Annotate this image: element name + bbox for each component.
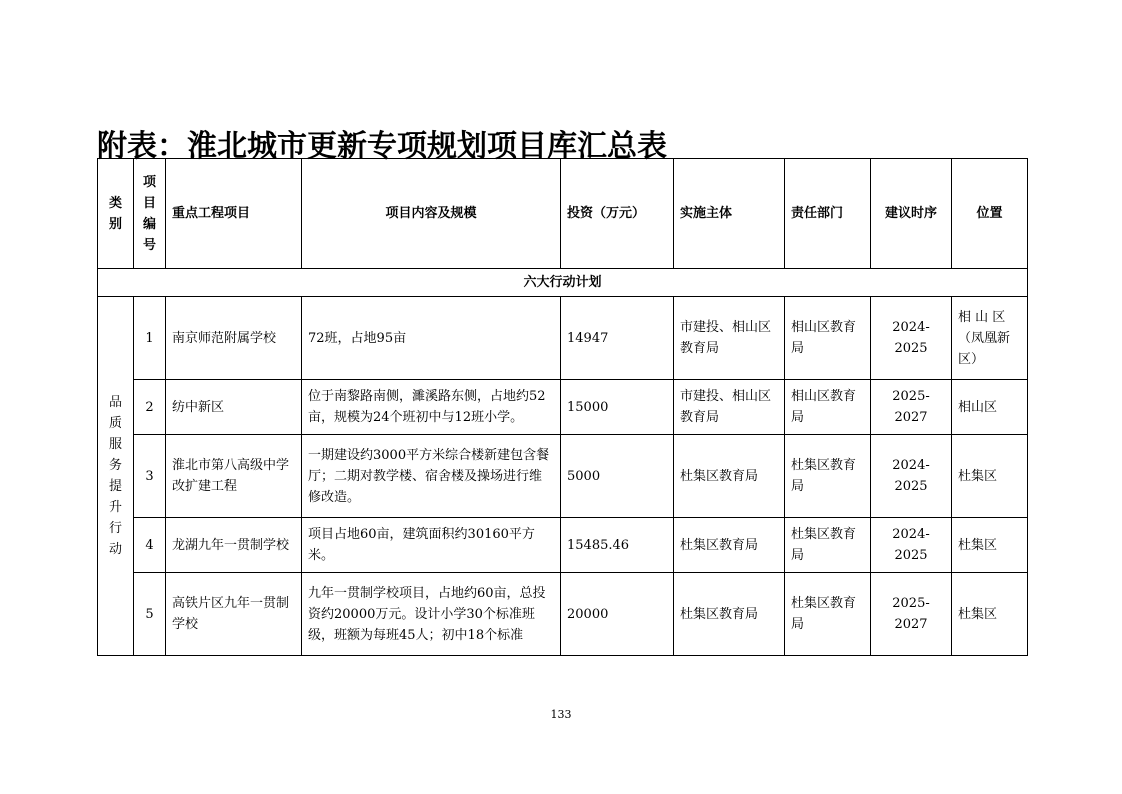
- header-department: 责任部门: [785, 159, 871, 269]
- row-timing: 2024-2025: [871, 518, 952, 573]
- row-implementer: 市建投、相山区教育局: [674, 380, 785, 435]
- category-cell: 品 质 服 务 提 升 行 动: [98, 297, 134, 656]
- row-project: 淮北市第八高级中学改扩建工程: [166, 435, 302, 518]
- row-project: 龙湖九年一贯制学校: [166, 518, 302, 573]
- row-number: 4: [134, 518, 166, 573]
- header-category: 类 别: [98, 159, 134, 269]
- header-implementer: 实施主体: [674, 159, 785, 269]
- row-timing: 2025-2027: [871, 380, 952, 435]
- row-location: 相 山 区 （凤凰新区）: [952, 297, 1028, 380]
- row-investment: 14947: [561, 297, 674, 380]
- table-header-row: [98, 159, 1028, 269]
- row-department: 杜集区教育局: [785, 435, 871, 518]
- table-row: [98, 297, 1028, 380]
- row-number: 1: [134, 297, 166, 380]
- row-implementer: 杜集区教育局: [674, 573, 785, 656]
- row-location: 杜集区: [952, 518, 1028, 573]
- row-investment: 15485.46: [561, 518, 674, 573]
- row-number: 2: [134, 380, 166, 435]
- row-department: 相山区教育局: [785, 380, 871, 435]
- page-title: 附表：淮北城市更新专项规划项目库汇总表: [97, 129, 667, 164]
- row-implementer: 杜集区教育局: [674, 518, 785, 573]
- row-content: 九年一贯制学校项目，占地约60亩，总投资约20000万元。设计小学30个标准班级，班额为每班45人；初中18个标准: [302, 573, 561, 656]
- row-content: 一期建设约3000平方米综合楼新建包含餐厅；二期对教学楼、宿舍楼及操场进行维修改造。: [302, 435, 561, 518]
- table-row: [98, 380, 1028, 435]
- header-investment: 投资（万元）: [561, 159, 674, 269]
- row-location: 相山区: [952, 380, 1028, 435]
- row-timing: 2024-2025: [871, 297, 952, 380]
- row-department: 杜集区教育局: [785, 518, 871, 573]
- row-content: 位于南黎路南侧，濉溪路东侧，占地约52亩，规模为24个班初中与12班小学。: [302, 380, 561, 435]
- row-project: 高铁片区九年一贯制学校: [166, 573, 302, 656]
- row-investment: 5000: [561, 435, 674, 518]
- table-row: [98, 435, 1028, 518]
- row-investment: 15000: [561, 380, 674, 435]
- header-project: 重点工程项目: [166, 159, 302, 269]
- table-row: [98, 573, 1028, 656]
- row-location: 杜集区: [952, 435, 1028, 518]
- row-number: 5: [134, 573, 166, 656]
- header-content: 项目内容及规模: [302, 159, 561, 269]
- row-department: 杜集区教育局: [785, 573, 871, 656]
- row-project: 南京师范附属学校: [166, 297, 302, 380]
- header-location: 位置: [952, 159, 1028, 269]
- row-investment: 20000: [561, 573, 674, 656]
- row-implementer: 杜集区教育局: [674, 435, 785, 518]
- header-timing: 建议时序: [871, 159, 952, 269]
- row-content: 项目占地60亩，建筑面积约30160平方米。: [302, 518, 561, 573]
- row-timing: 2024-2025: [871, 435, 952, 518]
- section-title: 六大行动计划: [98, 269, 1028, 297]
- row-implementer: 市建投、相山区教育局: [674, 297, 785, 380]
- row-location: 杜集区: [952, 573, 1028, 656]
- row-timing: 2025-2027: [871, 573, 952, 656]
- project-table: [97, 158, 1028, 656]
- table-row: [98, 518, 1028, 573]
- row-department: 相山区教育局: [785, 297, 871, 380]
- row-project: 纺中新区: [166, 380, 302, 435]
- page-number: 133: [550, 708, 572, 721]
- section-row: [98, 269, 1028, 297]
- row-content: 72班，占地95亩: [302, 297, 561, 380]
- row-number: 3: [134, 435, 166, 518]
- header-number: 项 目 编 号: [134, 159, 166, 269]
